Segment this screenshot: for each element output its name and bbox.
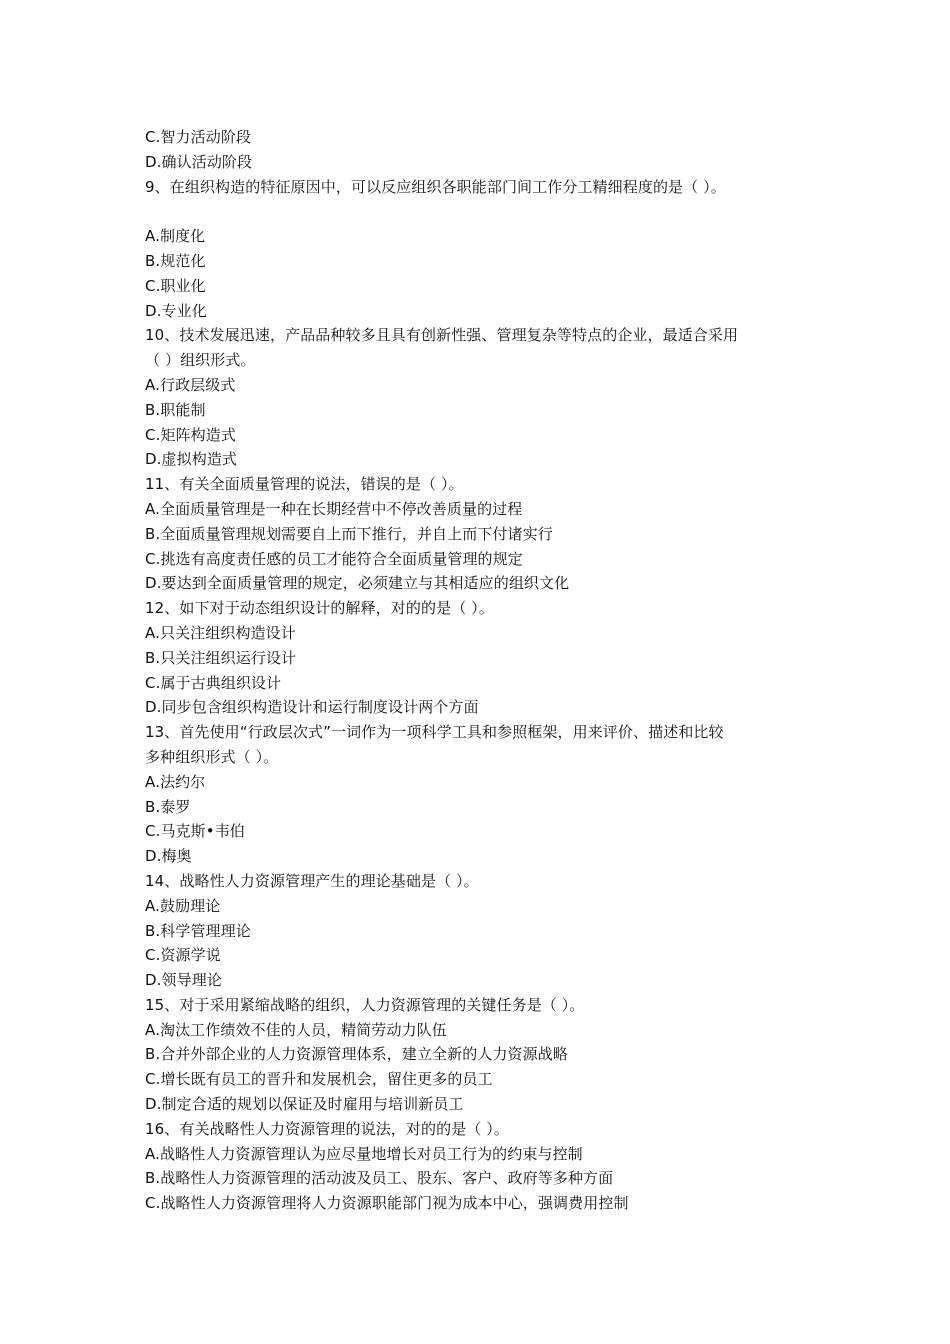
option-line: D.虚拟构造式 [145, 450, 238, 469]
option-line: A.法约尔 [145, 772, 206, 791]
document-text-body [145, 125, 810, 1216]
blank-line [145, 199, 810, 224]
option-line: C.增长既有员工的晋升和发展机会，留住更多的员工 [145, 1070, 493, 1089]
option-line: C.职业化 [145, 276, 206, 295]
option-line: B.泰罗 [145, 797, 191, 816]
option-line: A.行政层级式 [145, 375, 236, 394]
question-line: 16、有关战略性人力资源管理的说法，对的的是（ ）。 [145, 1119, 509, 1138]
text-line: 多种组织形式（ ）。 [145, 747, 279, 766]
option-line: D.梅奥 [145, 847, 192, 866]
text-line: （ ）组织形式。 [145, 351, 256, 370]
option-line: B.只关注组织运行设计 [145, 648, 297, 667]
question-line: 12、如下对于动态组织设计的解释，对的的是（ ）。 [145, 599, 494, 618]
option-line: D.领导理论 [145, 971, 222, 990]
question-line: 13、首先使用“行政层次式”一词作为一项科学工具和参照框架，用来评价、描述和比较 [145, 723, 724, 742]
option-line: D.要达到全面质量管理的规定，必须建立与其相适应的组织文化 [145, 574, 570, 593]
option-line: C.马克斯•韦伯 [145, 822, 245, 841]
option-line: D.专业化 [145, 301, 207, 320]
option-line: B.战略性人力资源管理的活动波及员工、股东、客户、政府等多种方面 [145, 1169, 614, 1188]
option-line: A.只关注组织构造设计 [145, 623, 296, 642]
option-line: C.矩阵构造式 [145, 425, 236, 444]
question-line: 15、对于采用紧缩战略的组织，人力资源管理的关键任务是（ ）。 [145, 995, 585, 1014]
option-line: B.合并外部企业的人力资源管理体系，建立全新的人力资源战略 [145, 1045, 568, 1064]
option-line: C.智力活动阶段 [145, 128, 252, 146]
option-line: A.制度化 [145, 227, 206, 246]
option-line: C.属于古典组织设计 [145, 673, 282, 692]
option-line: C.资源学说 [145, 946, 221, 965]
option-line: D.制定合适的规划以保证及时雇用与培训新员工 [145, 1095, 464, 1114]
option-line: A.鼓励理论 [145, 896, 221, 915]
option-line: B.全面质量管理规划需要自上而下推行，并自上而下付诸实行 [145, 524, 553, 543]
option-line: A.全面质量管理是一种在长期经营中不停改善质量的过程 [145, 499, 523, 518]
option-line: B.职能制 [145, 400, 206, 419]
option-line: D.确认活动阶段 [145, 152, 253, 171]
question-line: 10、技术发展迅速，产品品种较多且具有创新性强、管理复杂等特点的企业，最适合采用 [145, 326, 739, 345]
option-line: C.战略性人力资源管理将人力资源职能部门视为成本中心，强调费用控制 [145, 1194, 629, 1213]
question-line: 14、战略性人力资源管理产生的理论基础是（ ）。 [145, 871, 479, 890]
option-line: C.挑选有高度责任感的员工才能符合全面质量管理的规定 [145, 549, 523, 568]
option-line: B.科学管理理论 [145, 921, 251, 940]
option-line: D.同步包含组织构造设计和运行制度设计两个方面 [145, 698, 479, 717]
option-line: B.规范化 [145, 251, 206, 270]
option-line: A.淘汰工作绩效不佳的人员，精简劳动力队伍 [145, 1020, 447, 1039]
option-line: A.战略性人力资源管理认为应尽量地增长对员工行为的约束与控制 [145, 1144, 583, 1163]
question-line: 11、有关全面质量管理的说法，错误的是（ ）。 [145, 475, 464, 494]
question-line: 9、在组织构造的特征原因中，可以反应组织各职能部门间工作分工精细程度的是（ ）。 [145, 177, 726, 196]
